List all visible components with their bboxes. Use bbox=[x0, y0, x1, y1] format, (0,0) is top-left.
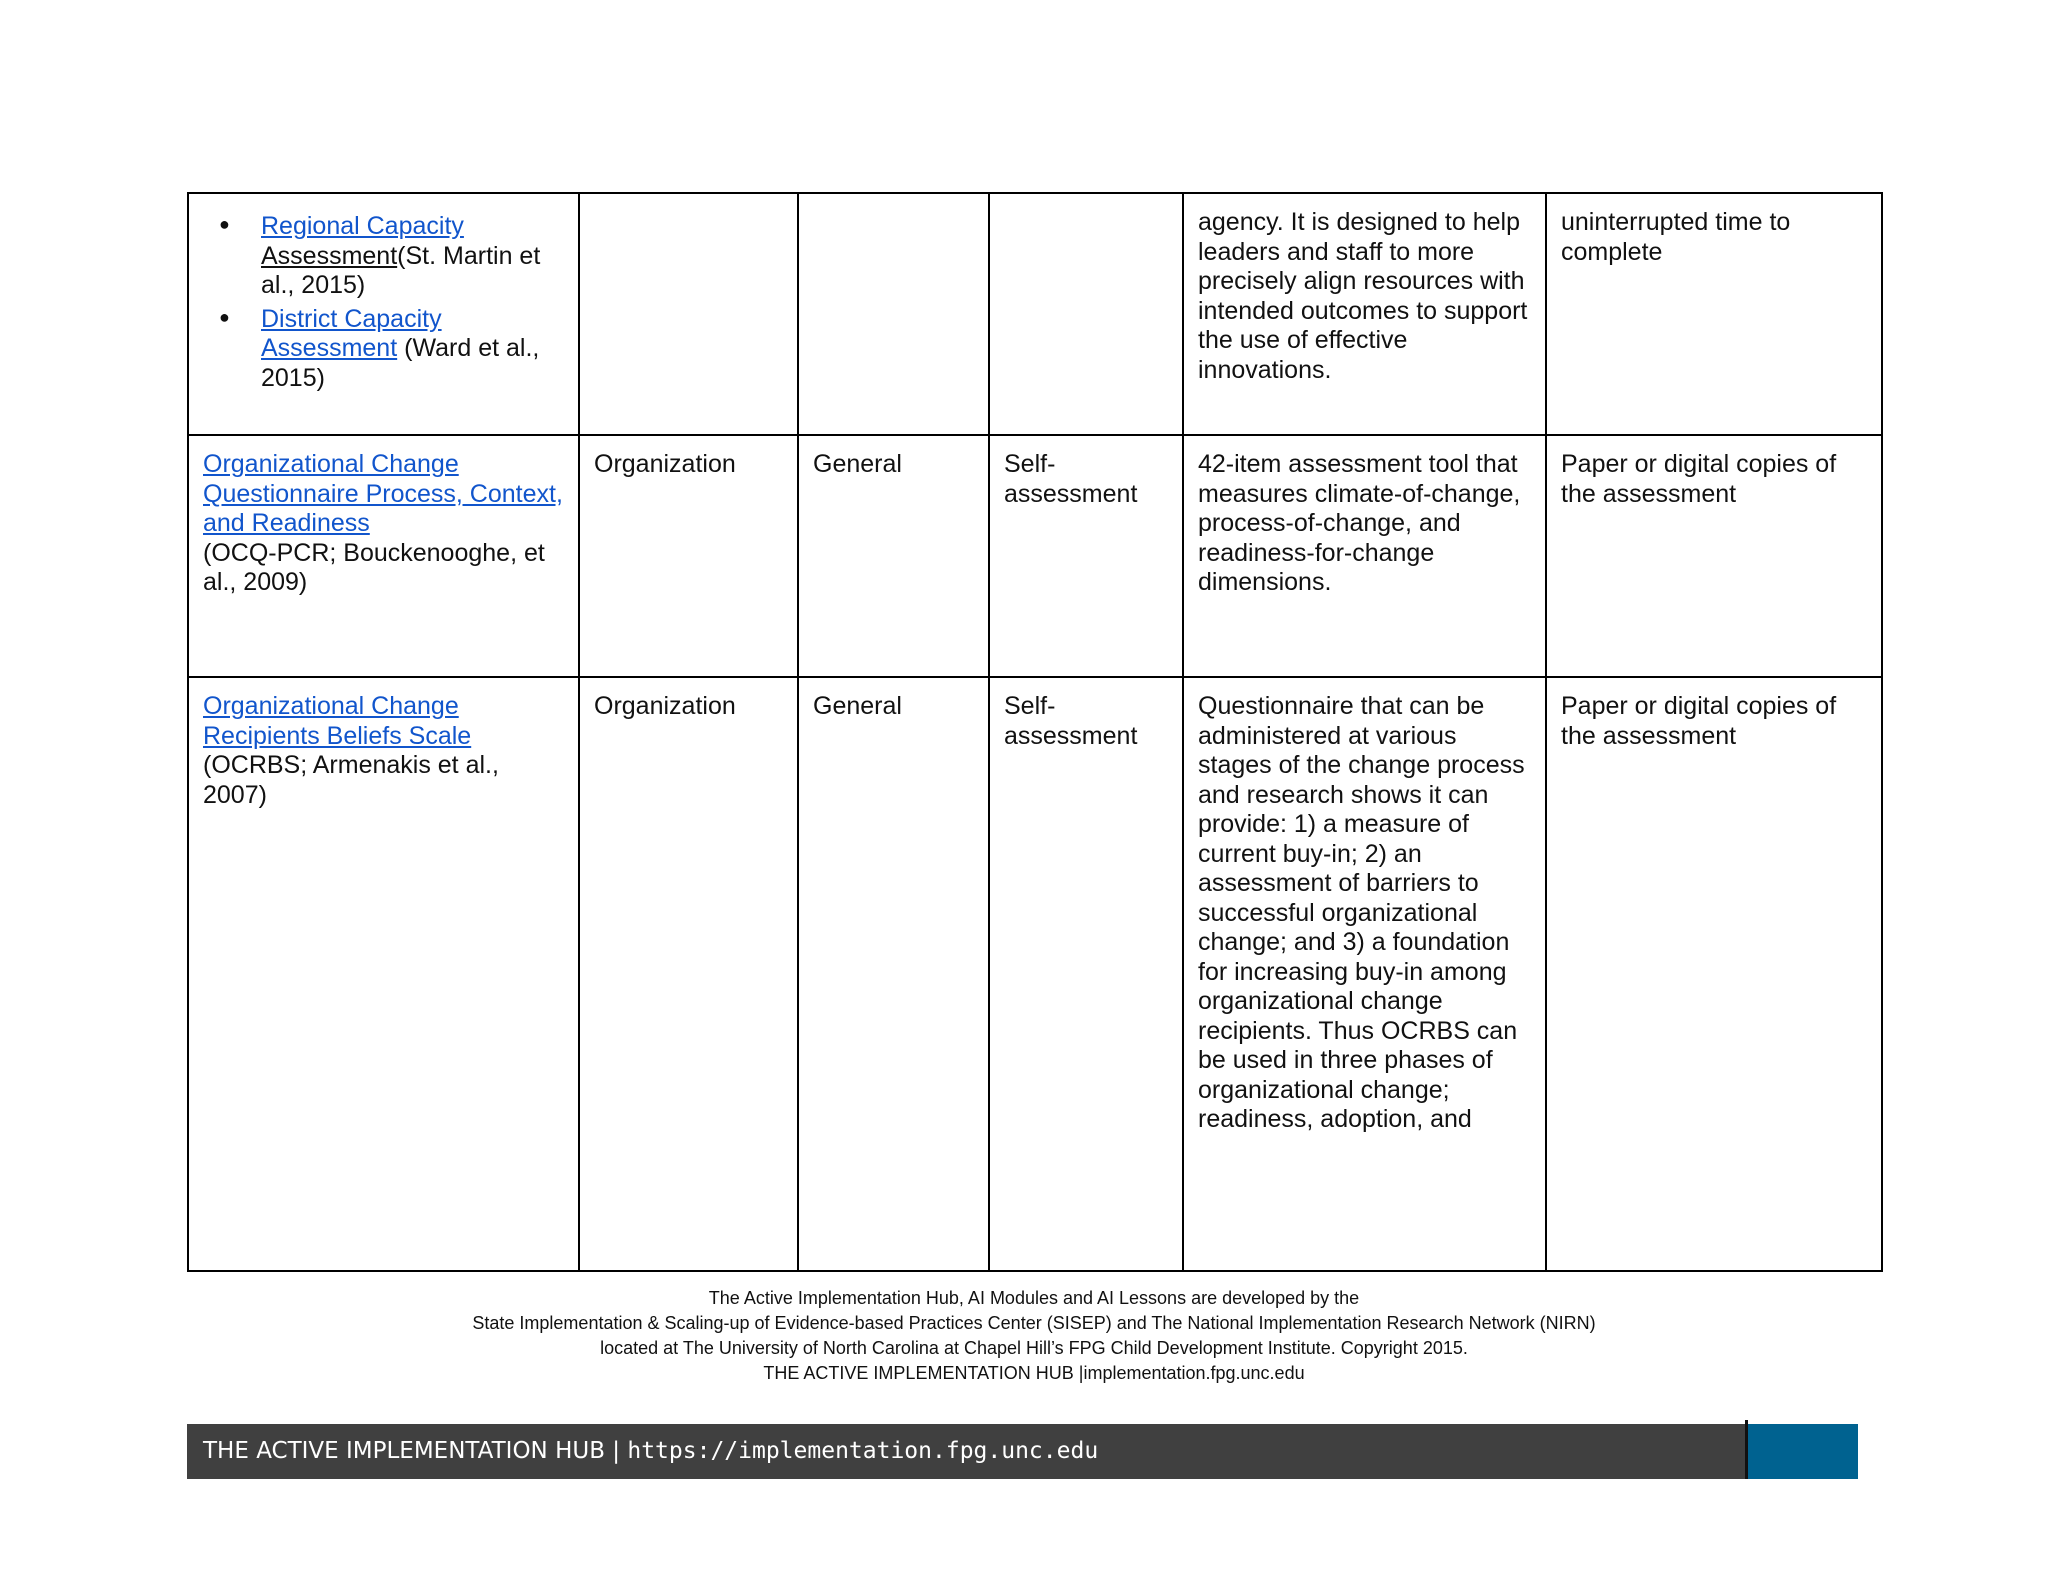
footer-notes bbox=[187, 1286, 1881, 1386]
level-cell bbox=[579, 193, 798, 435]
regional-capacity-assessment-link[interactable]: Regional Capacity bbox=[261, 212, 464, 240]
tool-name-cell bbox=[188, 677, 579, 1271]
method-cell bbox=[989, 193, 1183, 435]
tool-name-cell bbox=[188, 193, 579, 435]
resources-cell: Paper or digital copies of the assessment bbox=[1546, 435, 1882, 677]
list-item bbox=[219, 212, 564, 301]
list-item bbox=[219, 304, 564, 394]
level-cell: Organization bbox=[579, 435, 798, 677]
tool-bullet-list bbox=[203, 212, 564, 393]
regional-capacity-assessment-link-continued[interactable]: Assessment bbox=[261, 241, 398, 270]
bullet-icon: ● bbox=[219, 306, 230, 327]
footer-accent-block bbox=[1748, 1424, 1858, 1479]
footer-bar-separator: | bbox=[604, 1438, 628, 1464]
footer-line-2: State Implementation & Scaling-up of Evidence-based Practices Center (SISEP) and The National Implementation Research Network (NIRN) bbox=[472, 1313, 1596, 1333]
ocrbs-link[interactable]: Organizational Change Recipients Beliefs Scale bbox=[203, 692, 472, 750]
scope-cell: General bbox=[798, 677, 989, 1271]
footer-bar bbox=[187, 1424, 1745, 1479]
district-capacity-assessment-link-continued[interactable]: Assessment bbox=[261, 334, 398, 362]
method-cell: Self-assessment bbox=[989, 435, 1183, 677]
district-capacity-assessment-link[interactable]: District Capacity bbox=[261, 304, 442, 333]
description-cell: agency. It is designed to help leaders and staff to more precisely align resources with intended outcomes to support the use of effective innovations. bbox=[1183, 193, 1546, 435]
scope-cell bbox=[798, 193, 989, 435]
footer-line-3: located at The University of North Carolina at Chapel Hill’s FPG Child Development Institute. Copyright 2015. bbox=[600, 1338, 1468, 1358]
footer-line-1: The Active Implementation Hub, AI Modules and AI Lessons are developed by the bbox=[708, 1288, 1360, 1308]
description-cell: 42-item assessment tool that measures climate-of-change, process-of-change, and readiness-for-change dimensions. bbox=[1183, 435, 1546, 677]
resources-cell: Paper or digital copies of the assessment bbox=[1546, 677, 1882, 1271]
footer-line-4: THE ACTIVE IMPLEMENTATION HUB |implementation.fpg.unc.edu bbox=[763, 1363, 1305, 1383]
regional-capacity-citation: (St. Martin et al., 2015) bbox=[261, 241, 541, 299]
table-row bbox=[188, 193, 1882, 435]
footer-bar-title: THE ACTIVE IMPLEMENTATION HUB bbox=[203, 1438, 605, 1464]
ocq-pcr-citation: (OCQ-PCR; Bouckenooghe, et al., 2009) bbox=[203, 538, 545, 596]
ocrbs-citation: (OCRBS; Armenakis et al., 2007) bbox=[203, 751, 499, 809]
footer-bar-url[interactable]: https://implementation.fpg.unc.edu bbox=[627, 1438, 1099, 1464]
resources-cell: uninterrupted time to complete bbox=[1546, 193, 1882, 435]
ocq-pcr-link[interactable]: Organizational Change Questionnaire Process, Context, and Readiness bbox=[203, 450, 563, 537]
assessment-table bbox=[187, 192, 1883, 1272]
level-cell: Organization bbox=[579, 677, 798, 1271]
table-row bbox=[188, 677, 1882, 1271]
district-capacity-citation: (Ward et al., 2015) bbox=[261, 334, 540, 392]
bullet-icon: ● bbox=[219, 214, 230, 234]
scope-cell: General bbox=[798, 435, 989, 677]
tool-name-cell bbox=[188, 435, 579, 677]
method-cell: Self-assessment bbox=[989, 677, 1183, 1271]
description-cell: Questionnaire that can be administered at various stages of the change process and research shows it can provide: 1) a measure of current buy-in; 2) an assessment of barriers to successful organizational change; and 3) a foundation for increasing buy-in among organizational change recipients. Thus OCRBS can be used in three phases of organizational change; readiness, adoption, and bbox=[1183, 677, 1546, 1271]
table-row bbox=[188, 435, 1882, 677]
